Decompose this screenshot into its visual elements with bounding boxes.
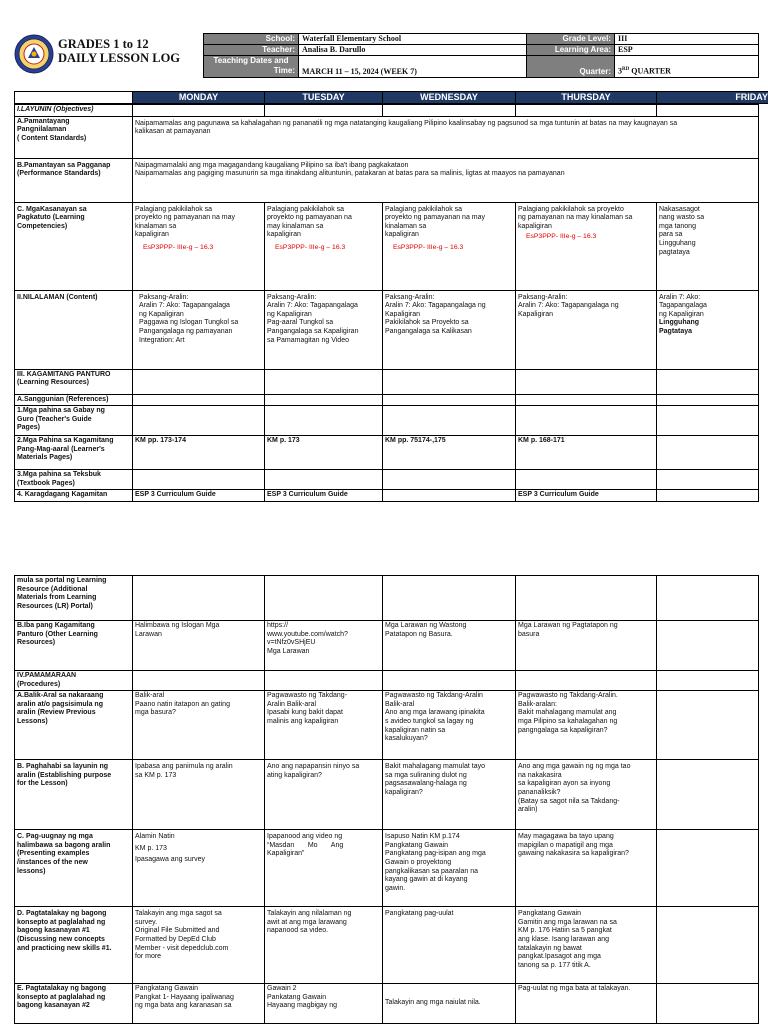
content-monday [133,290,265,369]
label-line: mula sa portal ng Learning [17,577,107,584]
text-line: ng Kapaligiran [267,310,312,318]
learners-materials-wednesday: KM pp. 75174-,175 [383,436,516,470]
text-line: kayang gawin at di kayang [385,876,468,884]
text-line: Paano natin itatapon an gating [135,700,230,708]
text-line: mga Pilipino sa kahalagahan ng [518,717,618,725]
text-line: Hayaang magbigay ng [267,1002,338,1010]
text-line: KM p. 176 Hatiin sa 5 pangkat [518,927,612,935]
text-line: gawin. [385,884,406,892]
text-line: Ipapanood ang video ng [267,833,343,841]
text-line: ang klase. Isang larawan ang [518,935,610,943]
text-line: May magagawa ba tayo upang [518,833,614,841]
examples-thursday [516,830,657,907]
label-line: A.Pamantayang [17,117,70,125]
text-line: ng Kapaligiran [139,310,184,318]
references-label: A.Sanggunian (References) [15,394,133,406]
new-concepts-1-thursday [516,907,657,984]
label-line: 3.Mga pahina sa Teksbuk [17,471,101,479]
text-line: kapaligiran natin sa [385,726,446,734]
layunin-label: I.LAYUNIN (Objectives) [15,105,133,117]
text-line: https:// [267,622,289,629]
new-concepts-2-wednesday [383,984,516,1024]
text-line: Pangkatang Gawain [385,841,449,849]
review-thursday [516,691,657,760]
content-standards-text [133,116,759,158]
text-line: Pag-uulat ng mga bata at talakayan. [518,985,631,993]
text-line: Kapaligiran [518,310,554,318]
label-line: C. Pag-uugnay ng mga [17,833,93,841]
label-line: /instances of the new [17,858,88,866]
review-label [15,691,133,760]
label-line: B.Iba pang Kagamitang [17,622,95,629]
text-line: tanong sa p. 177 titik A. [518,961,591,969]
label-line: (Textbook Pages) [17,479,75,487]
text-line: Palagiang pakikilahok sa [135,205,213,213]
text-line: Ano ang mga gawain ng ng mga tao [518,763,631,771]
label-line: Resources (LR) Portal) [17,602,93,610]
text-line: kasalukuyan? [385,735,428,743]
competency-code: EsP3PPP- IIIe-g – 16.3 [526,233,597,241]
text-line: ating kapaligiran? [267,771,322,779]
text-line: Mga Larawan ng Wastong [385,622,467,629]
textbook-pages-label [15,470,133,490]
other-resources-monday [133,621,265,671]
label-line: aralin (Establishing purpose [17,771,112,779]
dates-label [204,56,299,78]
text-line: for more [135,953,162,961]
label-line: ( Content Standards) [17,134,87,142]
day-tuesday: TUESDAY [265,92,383,104]
learners-materials-thursday: KM p. 168-171 [516,436,657,470]
text-line: Aralin Balik-aral [267,700,317,708]
text-line: Bakit mahalagang mamulat ang [518,709,617,717]
text-line: KM p. 173 [135,844,167,852]
text-line: pangkalikasan sa paaralan na [385,867,479,875]
label-line: and practicing new skills #1. [17,944,112,952]
info-table [203,33,759,78]
text-line: Palagiang pakikilahok sa [385,205,463,213]
text-line: ng Kapaligiran [659,310,704,318]
label-line: aralin (Review Previous [17,709,96,717]
text-line: Naipamamalas ang pagunawa sa kahalagahan ng pananatili ng mga natatanging kaugaliang Pilipino kaalinsabay ng pagsunod sa mga tuntunin at batas na may kaugnayan sa [135,119,678,127]
text-line: gawaing nakakasira sa kapaligiran? [518,850,629,858]
label-line: (Performance Standards) [17,170,101,178]
text-line: para sa [659,231,683,239]
text-line: sa Pamamagitan ng Video [267,336,349,344]
text-line: tatalakayin ng bawat [518,944,582,952]
text-line: Talakayin ang mga naiulat nila. [385,999,481,1007]
label-line: (Presenting examples [17,850,90,858]
title-line-2: DAILY LESSON LOG [58,51,181,65]
text-line: pangngalaga sa kapaligiran? [518,726,608,734]
text-line: Paksang-Aralin: [267,293,317,301]
text-line: Balik-aral [135,692,165,700]
day-wednesday: WEDNESDAY [383,92,516,104]
area-label: Learning Area: [527,45,615,56]
competencies-tuesday [265,202,383,290]
text-line: kinalaman sa [135,222,177,230]
text-line: aralin) [518,806,538,814]
label-line: III. KAGAMITANG PANTURO [17,370,111,378]
label-line: IV.PAMAMARAAN [17,672,77,679]
new-concepts-1-monday [133,907,265,984]
learning-resources-label [15,369,133,394]
learners-materials-tuesday: KM p. 173 [265,436,383,470]
text-line: Paggawa ng Islogan Tungkol sa [139,319,239,327]
performance-standards-text [133,158,759,202]
examples-wednesday [383,830,516,907]
competencies-friday [657,202,759,290]
content-standards-label [15,116,133,158]
text-line: ng mga bata ang karanasan sa [135,1002,232,1010]
label-line: Pangnilalaman [17,126,67,134]
text-line: Bakit mahalagang mamulat tayo [385,763,485,771]
day-header-blank [15,92,133,104]
label-line: (Learning Resources) [17,379,89,387]
competencies-monday [133,202,265,290]
other-resources-thursday [516,621,657,671]
examples-monday [133,830,265,907]
text-line: ng pamayanan na may kinalaman sa [518,214,633,222]
label-line: E. Pagtatalakay ng bagong [17,985,107,993]
new-concepts-2-tuesday [265,984,383,1024]
new-concepts-2-monday [133,984,265,1024]
additional-materials-tuesday: ESP 3 Curriculum Guide [265,490,383,502]
label-line: for the Lesson) [17,780,68,788]
text-line: awit at ang mga larawang [267,918,347,926]
text-line: Ipasagawa ang survey [135,856,206,864]
area-value: ESP [615,45,759,56]
label-line: C. MgaKasanayan sa [17,205,87,213]
additional-materials-thursday: ESP 3 Curriculum Guide [516,490,657,502]
label-line: Resources) [17,639,56,647]
quarter-number: 3 [618,67,622,76]
label-line: Pagkatuto (Learning [17,214,85,222]
label-line: (Procedures) [17,680,61,688]
text-line: mga basura? [135,709,176,717]
text-line: Aralin 7: Ako: Tagapangalaga ng [385,302,486,310]
text-line: sa mga suliraning dulot ng [385,771,467,779]
text-line: Lingguhang [659,239,696,247]
text-line: Aralin 7: Ako: Tagapangalaga [267,302,358,310]
other-resources-label [15,621,133,671]
purpose-monday [133,760,265,830]
text-line: v=tNfz0vSHjEU [267,639,316,647]
day-header-row [14,91,768,104]
text-line: kapaligiran [267,231,301,239]
text-line: Gawain 2 [267,985,297,993]
text-line: Gawain o proyektong [385,858,452,866]
text-line: kapaligiran? [385,788,423,796]
label-line: 2.Mga Pahina sa Kagamitang [17,437,114,445]
text-line: survey. [135,918,158,926]
text-line: Aralin 7: Ako: Tagapangalaga ng [518,302,619,310]
text-line: Pag-aaral Tungkol sa [267,319,334,327]
label-line: konsepto at paglalahad ng [17,993,106,1001]
additional-materials-monday: ESP 3 Curriculum Guide [133,490,265,502]
deped-seal-icon [14,34,54,74]
day-thursday: THURSDAY [516,92,657,104]
text-line: Pagwawasto ng Takdang-Aralin. [518,692,618,700]
competencies-wednesday [383,202,516,290]
label-line: D. Pagtatalakay ng bagong [17,910,107,918]
competency-code: EsP3PPP- IIIe-g – 16.3 [275,243,346,251]
label-line: Pages) [17,424,40,432]
content-label: II.NILALAMAN (Content) [15,290,133,369]
text-line: proyekto ng pamayanan na may [135,214,236,222]
label-line: B.Pamantayan sa Pagganap [17,161,111,169]
label-line: Materials from Learning [17,594,97,602]
label-line: Guro (Teacher's Guide [17,415,92,423]
review-tuesday [265,691,383,760]
text-line: Mga Larawan [267,647,310,655]
text-line: Pangkatang Gawain [135,985,199,993]
review-monday [133,691,265,760]
text-line: proyekto ng pamayanan na may [385,214,486,222]
competency-code: EsP3PPP- IIIe-g – 16.3 [143,243,214,251]
text-line: Ipasabi kung bakit dapat [267,709,343,717]
performance-standards-label [15,158,133,202]
text-line: Naipamamalas ang pagiging masunurin sa mga itinakdang alituntunin, patakaran at batas para sa malinis, ligtas at maayos na pamayanan [135,170,565,178]
label-line: lessons) [17,867,46,875]
grade-value: III [615,34,759,45]
quarter-value [615,56,759,78]
new-concepts-2-thursday [516,984,657,1024]
teacher-label: Teacher: [204,45,299,56]
dates-label-1: Teaching Dates and [213,56,289,65]
text-line: Ano ang mga larawang ipinakita [385,709,485,717]
additional-materials-label: 4. Karagdagang Kagamitan [15,490,133,502]
label-line: halimbawa sa bagong aralin [17,841,111,849]
text-line: Member - visit depedclub.com [135,944,229,952]
video-link[interactable]: www.youtube.com/watch? [267,630,348,638]
purpose-thursday [516,760,657,830]
label-line: bagong kasanayan #1 [17,927,90,935]
text-line: Tagapangalaga [659,302,707,310]
text-line: Talakayin ang nilalaman ng [267,910,352,918]
title-line-1: GRADES 1 to 12 [58,37,149,51]
quarter-label: Quarter: [527,56,615,78]
content-thursday [516,290,657,369]
content-friday [657,290,759,369]
text-line: Naipagmamalaki ang mga magagandang kaugaliang Pilipino sa iba't ibang pagkakataon [135,161,409,169]
purpose-label [15,760,133,830]
text-line: Pagtataya [659,327,693,335]
text-line: proyekto ng pamayanan na [267,214,352,222]
text-line: Pangkatang Gawain [518,910,582,918]
text-line: Talakayin ang mga sagot sa [135,910,222,918]
school-value: Waterfall Elementary School [299,34,527,45]
label-line: B. Paghahabi sa layunin ng [17,763,109,771]
quarter-text: QUARTER [629,67,671,76]
text-line: Pagwawasto ng Takdang-Aralin [385,692,483,700]
text-line: na nakakasira [518,771,562,779]
new-concepts-1-label [15,907,133,984]
lr-portal-label [15,576,133,621]
procedures-label [15,671,133,691]
text-line: Ano ang napapansin ninyo sa [267,763,360,771]
text-line: Balik-aral [385,700,415,708]
text-line: mga tanong [659,222,696,230]
text-line: Integration: Art [139,336,185,344]
grade-label: Grade Level: [527,34,615,45]
learners-materials-monday: KM pp. 173-174 [133,436,265,470]
purpose-wednesday [383,760,516,830]
teachers-guide-label [15,406,133,436]
text-line: kapaligiran [385,231,419,239]
text-line: Pankatang Gawain [267,993,327,1001]
other-resources-tuesday [265,621,383,671]
text-line: Nakasasagot [659,205,700,213]
text-line: basura [518,630,540,638]
text-line: Pangkat 1- Hayaang ipaliwanag [135,993,234,1001]
document-title [58,37,180,65]
text-line: Ipabasa ang panimula ng aralin [135,763,233,771]
text-line: Isapuso Natin KM p.174 [385,833,460,841]
learners-materials-label [15,436,133,470]
lesson-log-table-page2 [14,575,759,1024]
text-line: Formatted by DepEd Club [135,935,216,943]
label-line: Lessons) [17,717,48,725]
label-line: aralin at/o pagsisimula ng [17,700,103,708]
text-line: Pangkatang pag-uulat [385,910,454,918]
text-line: napanood sa video. [267,927,329,935]
label-line: Resource (Additional [17,585,88,593]
purpose-tuesday [265,760,383,830]
text-line: Pagwawasto ng Takdang- [267,692,348,700]
label-line: konsepto at paglalahad ng [17,918,106,926]
review-wednesday [383,691,516,760]
label-line: Materials Pages) [17,454,73,462]
competencies-thursday [516,202,657,290]
text-line: Alamin Natin [135,833,175,841]
text-line: kapaligiran [518,222,552,230]
text-line: Pakikilahok sa Proyekto sa [385,319,469,327]
label-line: (Discussing new concepts [17,935,105,943]
text-line: Palagiang pakikilahok sa proyekto [518,205,624,213]
text-line: Patatapon ng Basura. [385,630,453,638]
text-line: Original File Submitted and [135,927,220,935]
text-line: kapaligiran [135,231,169,239]
label-line: bagong kasanayan #2 [17,1002,90,1010]
teacher-value: Analisa B. Darullo [299,45,527,56]
text-line: kalikasan at pamayanan [135,128,211,136]
examples-tuesday [265,830,383,907]
label-line: Pang-Mag-aaral (Learner's [17,445,105,453]
text-line: pagtataya [659,248,690,256]
text-line: kinalaman sa [385,222,427,230]
text-line: s avideo tungkol sa lagay ng [385,717,474,725]
label-line: Panturo (Other Learning [17,630,98,638]
lesson-log-table-page1 [14,104,759,502]
text-line: Balik-aralan: [518,700,557,708]
label-line: 1.Mga pahina sa Gabay ng [17,407,105,415]
new-concepts-1-wednesday [383,907,516,984]
competency-code: EsP3PPP- IIIe-g – 16.3 [393,243,464,251]
quarter-sup: RD [622,67,630,73]
text-line: nang wasto sa [659,214,705,222]
text-line: Aralin 7: Ako: Tagapangalaga [139,302,230,310]
text-line: Aralin 7: Ako: [659,293,701,301]
text-line: Mga Larawan ng Pagtatapon ng [518,622,618,629]
text-line: Gamitin ang mga larawan na sa [518,918,617,926]
text-line: Paksang-Aralin: [518,293,568,301]
text-line: Kapaligiran [385,310,421,318]
text-line: may kinalaman sa [267,222,324,230]
text-line: Pangangalaga sa Kapaligiran [267,327,359,335]
text-line: Lingguhang [659,319,700,327]
text-line: Pangangalaga sa Kalikasan [385,327,472,335]
label-line: Competencies) [17,222,68,230]
text-line: Halimbawa ng Islogan Mga [135,622,220,629]
text-line: Larawan [135,630,162,638]
text-line: (Batay sa sagot nila sa Takdang- [518,797,620,805]
day-friday: FRIDAY [657,92,768,104]
text-line: sa KM p. 173 [135,771,177,779]
text-line: pagsasawalang-halaga ng [385,780,467,788]
school-label: School: [204,34,299,45]
text-line: Palagiang pakikilahok sa [267,205,345,213]
text-line: mapigilan o mapatigil ang mga [518,841,613,849]
text-line: pangkat.Ipasagot ang mga [518,953,601,961]
day-monday: MONDAY [133,92,265,104]
content-tuesday [265,290,383,369]
text-line: malinis ang kapaligiran [267,717,339,725]
label-line: A.Balik-Aral sa nakaraang [17,692,104,700]
text-line: Paksang-Aralin: [385,293,435,301]
dates-label-2: Time: [273,66,295,75]
content-wednesday [383,290,516,369]
other-resources-wednesday [383,621,516,671]
text-line: Pangkatang pag-isipan ang mga [385,850,486,858]
examples-label [15,830,133,907]
new-concepts-1-tuesday [265,907,383,984]
text-line: pananaliksik? [518,788,561,796]
text-line: Paksang-Aralin: [139,293,189,301]
text-line: Kapaligiran” [267,850,305,858]
text-line: Pangangalaga ng pamayanan [139,327,233,335]
new-concepts-2-label [15,984,133,1024]
text-line: sa kapaligiran ayon sa inyong [518,780,611,788]
competencies-label [15,202,133,290]
dates-value: MARCH 11 – 15, 2024 (WEEK 7) [299,56,527,78]
text-line: “Masdan Mo Ang [267,841,344,849]
